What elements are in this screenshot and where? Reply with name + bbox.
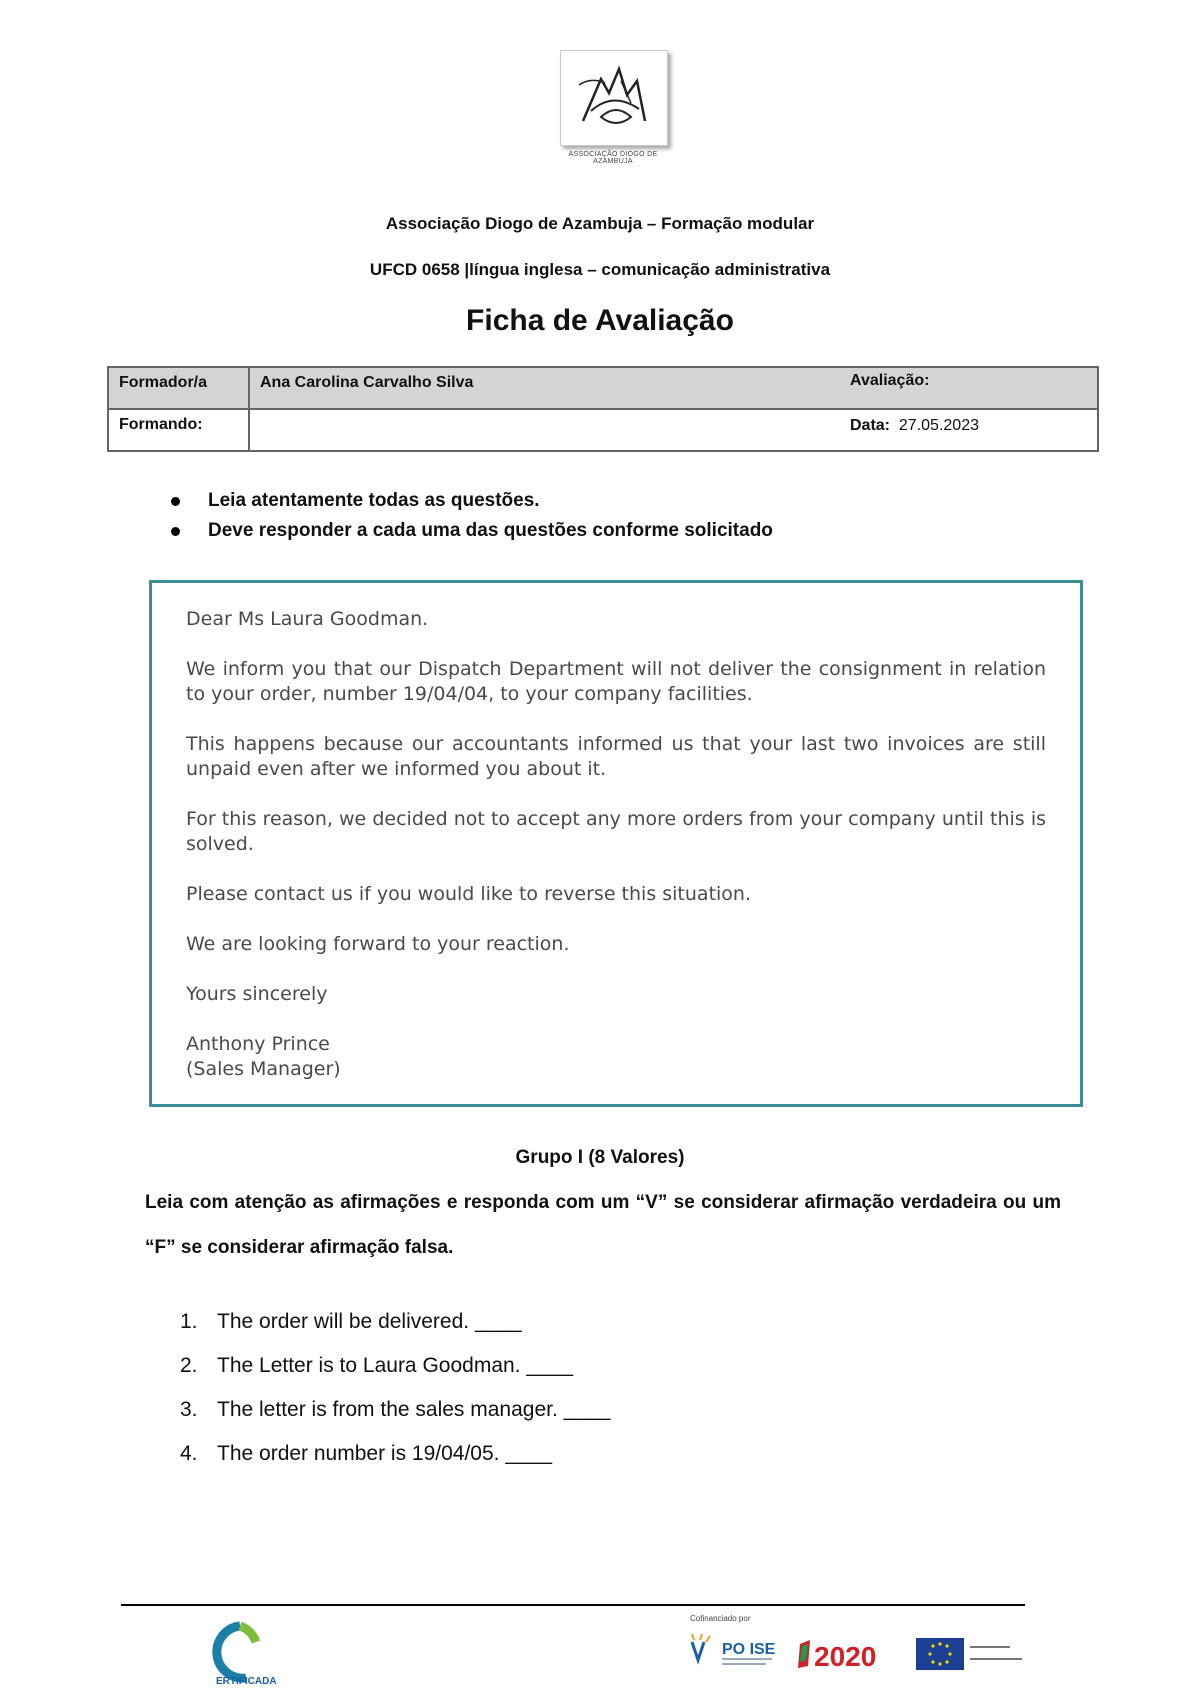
trainer-label: Formador/a — [108, 367, 249, 409]
list-item — [180, 1344, 610, 1388]
cofinanced-label: Cofinanciado por — [690, 1614, 751, 1623]
letter-greeting: Dear Ms Laura Goodman. — [186, 608, 429, 630]
bullet-icon — [171, 497, 180, 506]
trainer-row — [108, 367, 1098, 409]
evaluation-label: Avaliação: — [850, 372, 930, 389]
letter-box — [149, 580, 1083, 1107]
association-logo — [560, 50, 668, 146]
organization-heading: Associação Diogo de Azambuja – Formação modular — [385, 214, 815, 233]
letter-paragraph: Please contact us if you would like to reverse this situation. — [186, 883, 751, 905]
instructions-list — [160, 486, 773, 546]
question-number: 4. — [180, 1442, 198, 1465]
date-label: Data: — [850, 417, 891, 434]
date-value: 27.05.2023 — [898, 417, 979, 434]
instruction-text: Leia atentamente todas as questões. — [208, 490, 540, 511]
list-item — [160, 486, 773, 516]
letter-paragraph: We inform you that our Dispatch Department will not deliver the consignment in relation to your order, number 19/04/04, to your company facilities. — [186, 658, 1046, 705]
question-text: The order number is 19/04/05. ____ — [217, 1442, 553, 1465]
page-title: Ficha de Avaliação — [466, 304, 734, 337]
poise-label: PO ISE — [722, 1641, 776, 1658]
certified-label: ERTIFICADA — [216, 1676, 277, 1686]
question-text: The Letter is to Laura Goodman. ____ — [217, 1354, 574, 1377]
footer-divider — [121, 1604, 1025, 1606]
question-text: The letter is from the sales manager. ____ — [217, 1398, 611, 1421]
question-number: 1. — [180, 1310, 198, 1333]
info-table — [107, 366, 1099, 452]
group-heading: Grupo I (8 Valores) — [515, 1147, 685, 1168]
bullet-icon — [171, 527, 180, 536]
date-field — [850, 417, 979, 435]
list-item — [180, 1300, 610, 1344]
letter-paragraph: For this reason, we decided not to accept any more orders from your company until this is solved. — [186, 808, 1046, 855]
signature-name: Anthony Prince — [186, 1033, 330, 1055]
question-number: 2. — [180, 1354, 198, 1377]
questions-list — [180, 1300, 610, 1476]
funding-logos-icon — [690, 1630, 1030, 1676]
portugal-2020-logo — [798, 1640, 876, 1672]
trainee-label: Formando: — [108, 409, 249, 451]
letter-closing: Yours sincerely — [186, 983, 328, 1005]
question-text: The order will be delivered. ____ — [217, 1310, 522, 1333]
list-item — [160, 516, 773, 546]
certification-logo — [206, 1620, 306, 1691]
group-instruction: Leia com atenção as afirmações e responda com um “V” se considerar afirmação verdadeira ou um “F” se considerar afirmação falsa. — [145, 1192, 1061, 1258]
list-item — [180, 1388, 610, 1432]
portugal-2020-label: 2020 — [814, 1641, 877, 1672]
trainer-value: Ana Carolina Carvalho Silva — [249, 367, 1098, 409]
funding-logos — [690, 1630, 1030, 1681]
course-heading: UFCD 0658 |língua inglesa – comunicação administrativa — [369, 260, 831, 279]
logo-caption: ASSOCIAÇÃO DIOGO DE AZAMBUJA — [568, 151, 658, 165]
letter-paragraph: This happens because our accountants informed us that your last two invoices are still unpaid even after we informed you about it. — [186, 733, 1046, 780]
eu-flag-logo — [916, 1638, 1022, 1670]
logo-drawing-icon — [561, 51, 667, 145]
letter-paragraph: We are looking forward to your reaction. — [186, 933, 570, 955]
instruction-text: Deve responder a cada uma das questões conforme solicitado — [208, 520, 773, 541]
signature-title: (Sales Manager) — [186, 1058, 341, 1080]
question-number: 3. — [180, 1398, 198, 1421]
list-item — [180, 1432, 610, 1476]
certified-logo-icon — [206, 1620, 306, 1686]
poise-logo — [692, 1634, 776, 1665]
